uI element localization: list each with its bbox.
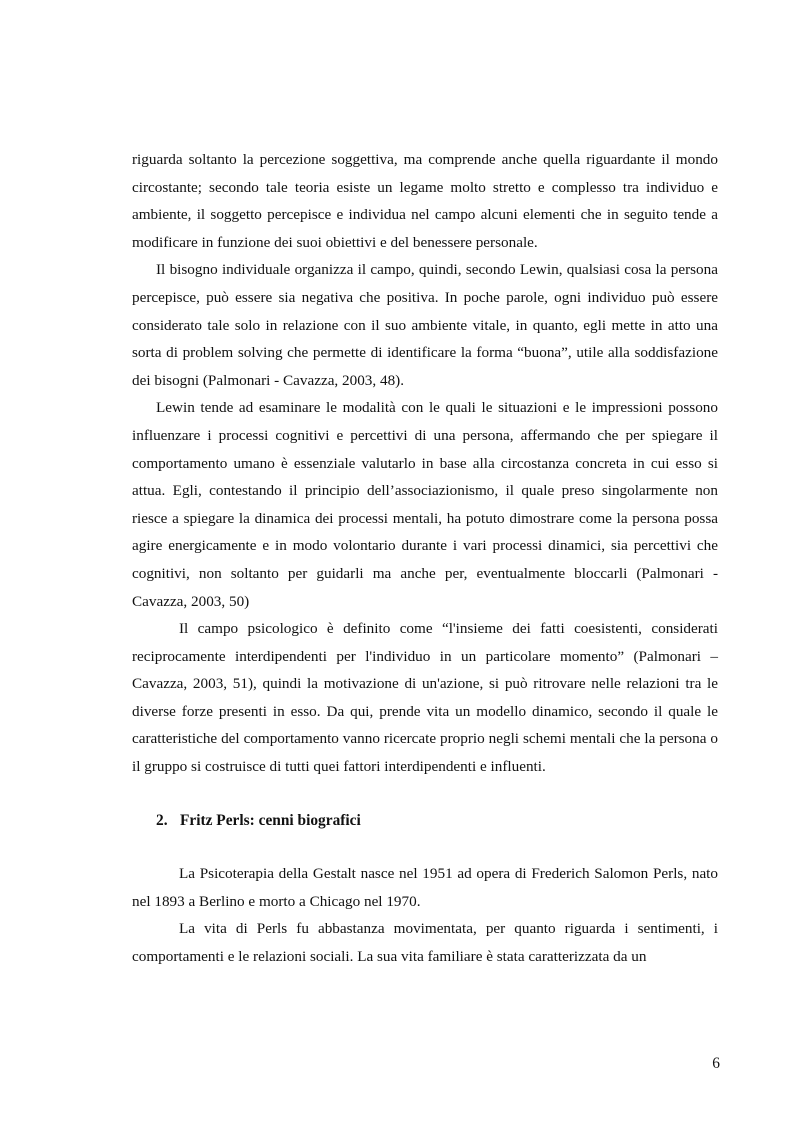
paragraph-lewin-modalities: Lewin tende ad esaminare le modalità con le quali le situazioni e le impressioni possono influenzare i processi cognitivi e percettivi di una persona, affermando che per spiegare il comportamento umano è essenziale valutarlo in base alla circostanza concreta in cui esso si attua. Egli, contestando il principio dell’associazionismo, il quale preso singolarmente non riesce a spiegare la dinamica dei processi mentali, ha potuto dimostrare come la persona possa agire energicamente e in modo volontario durante i vari processi dinamici, sia percettivi che cognitivi, non soltanto per guidarli ma anche per, eventualmente bloccarli (Palmonari - Cavazza, 2003, 50) [132, 399, 718, 610]
paragraph-lewin-field-perception: riguarda soltanto la percezione soggettiva, ma comprende anche quella riguardante il mondo circostante; secondo tale teoria esiste un legame molto stretto e complesso tra individuo e ambiente, il soggetto percepisce e individua nel campo alcuni elementi che in seguito tende a modificare in funzione dei suoi obiettivi e del benessere personale. [132, 151, 718, 251]
document-page [132, 146, 718, 971]
section-title: Fritz Perls: cenni biografici [180, 811, 361, 829]
paragraph-perls-life: La vita di Perls fu abbastanza movimentata, per quanto riguarda i sentimenti, i comportamenti e le relazioni sociali. La sua vita familiare è stata caratterizzata da un [132, 920, 718, 966]
section-number: 2. [156, 811, 168, 829]
paragraph-psychological-field: Il campo psicologico è definito come “l'insieme dei fatti coesistenti, considerati reciprocamente interdipendenti per l'individuo in un particolare momento” (Palmonari – Cavazza, 2003, 51), quindi la motivazione di un'azione, si può ritrovare nelle relazioni tra le diverse forze presenti in esso. Da qui, prende vita un modello dinamico, secondo il quale le caratteristiche del comportamento vanno ricercate proprio negli schemi mentali che la persona o il gruppo si costruisce di tutti quei fattori interdipendenti e influenti. [132, 620, 718, 776]
paragraph-individual-need: Il bisogno individuale organizza il campo, quindi, secondo Lewin, qualsiasi cosa la persona percepisce, può essere sia negativa che positiva. In poche parole, ogni individuo può essere considerato tale solo in relazione con il suo ambiente vitale, in quanto, egli mette in atto una sorta di problem solving che permette di identificare la forma “buona”, utile alla soddisfazione dei bisogni (Palmonari - Cavazza, 2003, 48). [132, 261, 718, 389]
page-number: 6 [712, 1055, 720, 1072]
section-spacer [132, 834, 718, 860]
section-heading [156, 807, 718, 835]
paragraph-gestalt-origin: La Psicoterapia della Gestalt nasce nel 1951 ad opera di Frederich Salomon Perls, nato nel 1893 a Berlino e morto a Chicago nel 1970. [132, 865, 718, 910]
